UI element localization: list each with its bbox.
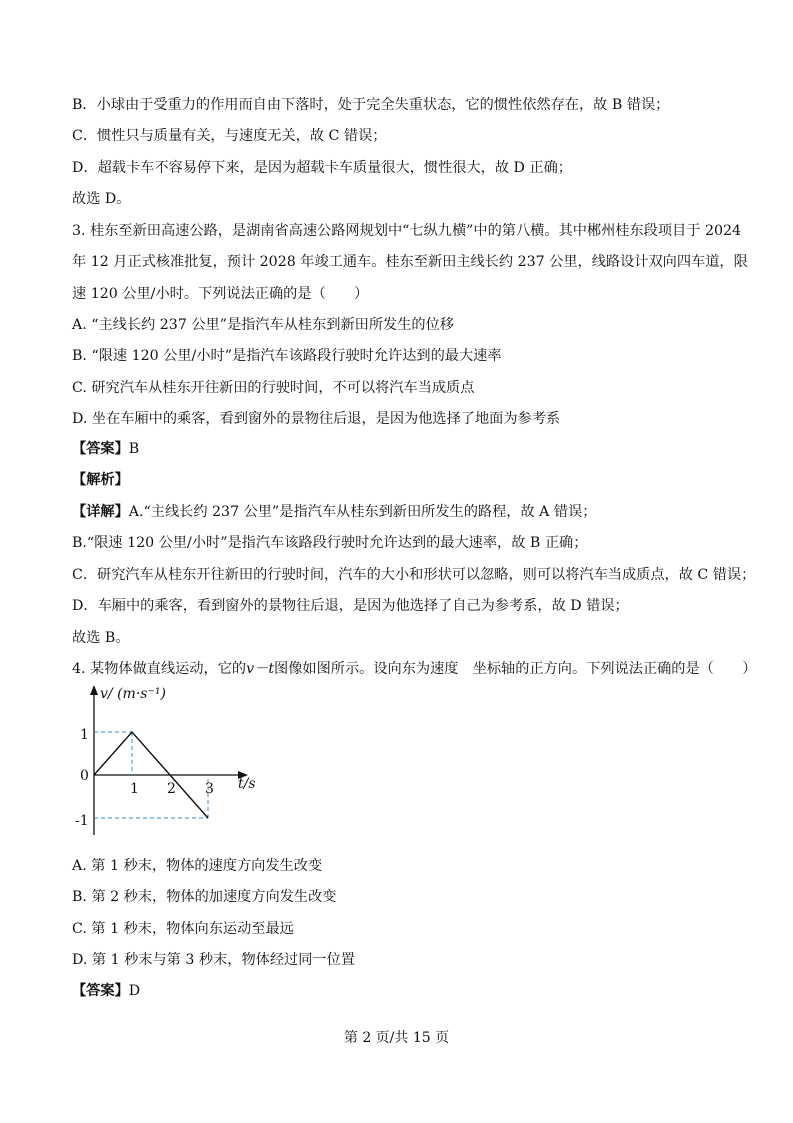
q3-answer-value: B <box>128 441 140 457</box>
x-tick-1: 1 <box>130 781 139 797</box>
x-tick-2: 2 <box>167 781 176 797</box>
x-tick-3: 3 <box>205 781 214 797</box>
q2-option-c-explanation: C．惯性只与质量有关，与速度无关，故 C 错误； <box>72 128 387 144</box>
q3-analysis-label: 【解析】 <box>72 472 129 488</box>
q3-option-c: C. 研究汽车从桂东开往新田的行驶时间，不可以将汽车当成质点 <box>72 380 475 396</box>
q3-detail-c: C．研究汽车从桂东开往新田的行驶时间，汽车的大小和形状可以忽略，则可以将汽车当成质点，故 C 错误； <box>72 567 756 583</box>
q4-option-d: D. 第 1 秒末与第 3 秒末，物体经过同一位置 <box>72 952 355 968</box>
q4-option-a: A. 第 1 秒末，物体的速度方向发生改变 <box>72 858 323 874</box>
y-axis-arrow <box>90 685 98 695</box>
q2-option-d-explanation: D．超载卡车不容易停下来，是因为超载卡车质量很大，惯性很大，故 D 正确； <box>72 160 572 176</box>
q3-choose: 故选 B。 <box>72 630 130 646</box>
q2-option-b-explanation: B．小球由于受重力的作用而自由下落时，处于完全失重状态，它的惯性依然存在，故 B 错误； <box>72 97 670 113</box>
q3-answer <box>72 440 139 458</box>
vt-symbol: v－t <box>246 661 275 677</box>
q3-stem-line1: 3. 桂东至新田高速公路，是湖南省高速公路网规划中“七纵九横”中的第八横。其中郴州桂东段项目于 2024 <box>72 223 742 239</box>
page-footer: 第 2 页/共 15 页 <box>343 1030 450 1046</box>
q3-detail-a: 【详解】A.“主线长约 237 公里”是指汽车从桂东到新田所发生的路程，故 A 错误； <box>72 504 597 520</box>
y-tick-neg1: -1 <box>75 813 89 829</box>
q4-answer-value: D <box>128 983 141 999</box>
q3-stem-line2: 年 12 月正式核准批复，预计 2028 年竣工通车。桂东至新田主线长约 237 公里，线路设计双向四车道，限 <box>72 254 748 270</box>
q3-detail-label: 【详解】 <box>72 504 129 520</box>
q4-answer <box>72 982 140 1000</box>
q4-stem: 4. 某物体做直线运动，它的v－t图像如图所示。设向东为速度 坐标轴的正方向。下列说法正确的是（ ） <box>72 661 757 677</box>
q3-answer-label: 【答案】 <box>72 441 129 457</box>
q3-stem-line3: 速 120 公里/小时。下列说法正确的是（ ） <box>72 286 369 302</box>
y-tick-1: 1 <box>80 727 89 743</box>
graph-axes <box>90 685 248 835</box>
q4-option-c: C. 第 1 秒末，物体向东运动至最远 <box>72 921 294 937</box>
vt-graph <box>72 683 272 843</box>
x-axis-label: t/s <box>238 776 256 792</box>
q4-answer-label: 【答案】 <box>72 983 129 999</box>
q3-detail-b: B.“限速 120 公里/小时”是指汽车该路段行驶时允许达到的最大速率，故 B 正确； <box>72 535 588 551</box>
q4-option-b: B. 第 2 秒末，物体的加速度方向发生改变 <box>72 889 337 905</box>
q3-option-b: B. “限速 120 公里/小时”是指汽车该路段行驶时允许达到的最大速率 <box>72 348 502 364</box>
y-axis-label: v/ (m·s⁻¹) <box>100 686 166 702</box>
q2-choose: 故选 D。 <box>72 191 131 207</box>
q3-option-a: A. “主线长约 237 公里”是指汽车从桂东到新田所发生的位移 <box>72 317 454 333</box>
q3-detail-d: D．车厢中的乘客，看到窗外的景物往后退，是因为他选择了自己为参考系，故 D 错误； <box>72 598 629 614</box>
y-tick-0: 0 <box>80 768 89 784</box>
q3-option-d: D. 坐在车厢中的乘客，看到窗外的景物往后退，是因为他选择了地面为参考系 <box>72 411 561 427</box>
